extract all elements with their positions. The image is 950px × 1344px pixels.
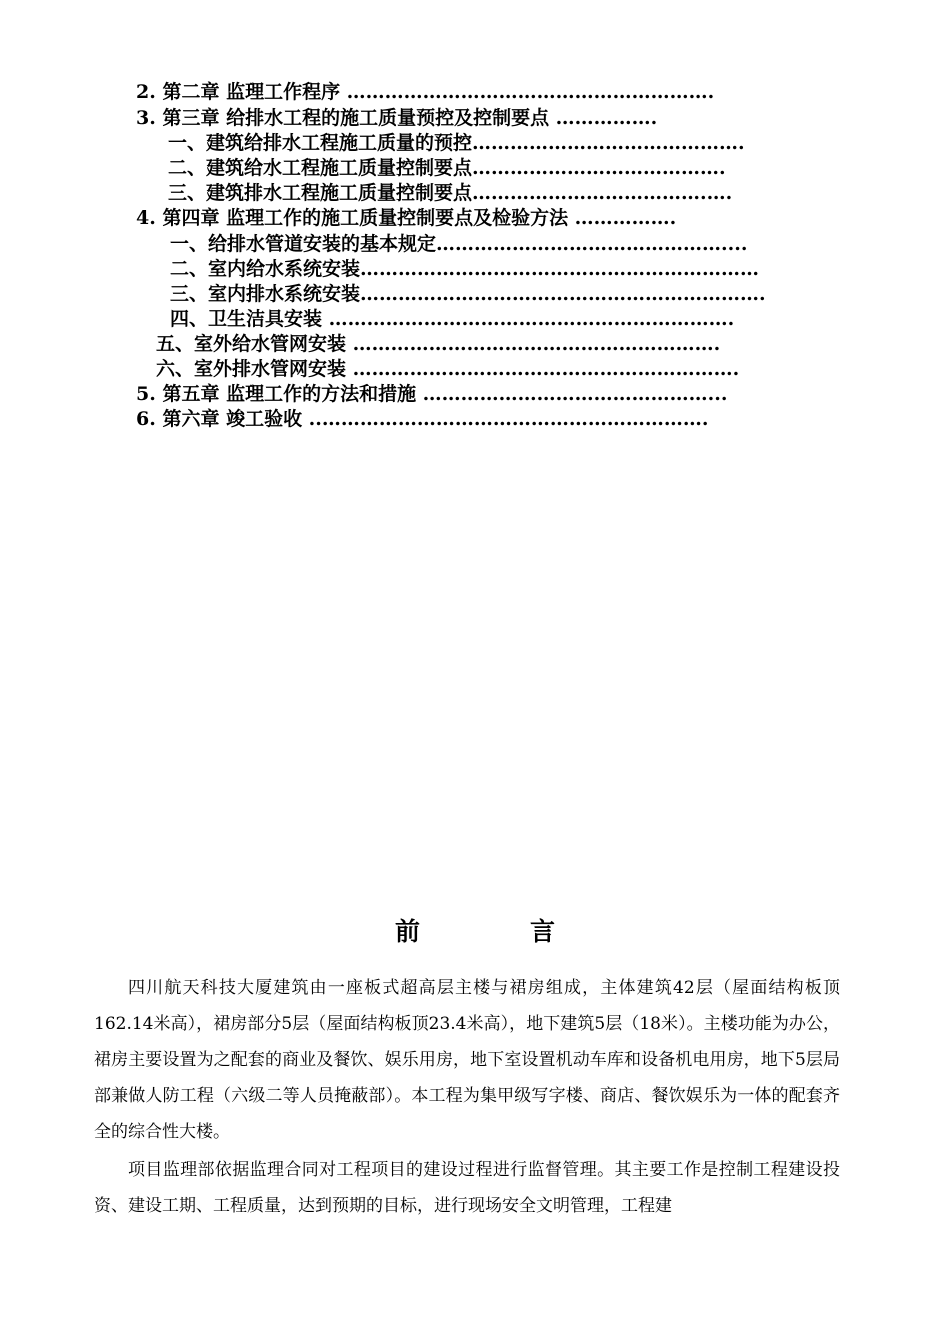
- toc-item-4-3: 三、室内排水系统安装……………………………………………………….: [170, 283, 766, 305]
- toc-item-chapter-4: 4. 第四章 监理工作的施工质量控制要点及检验方法 …………….: [136, 207, 677, 229]
- preface-paragraph-1: 四川航天科技大厦建筑由一座板式超高层主楼与裙房组成，主体建筑42层（屋面结构板顶162.14米高），裙房部分5层（屋面结构板顶23.4米高），地下建筑5层（18米）。主楼功能为办公，裙房主要设置为之配套的商业及餐饮、娱乐用房，地下室设置机动车库和设备机电用房，地下5层局部兼做人防工程（六级二等人员掩蔽部）。本工程为集甲级写字楼、商店、餐饮娱乐为一体的配套齐全的综合性大楼。: [94, 978, 840, 1142]
- toc-item-4-1: 一、给排水管道安装的基本规定………………………………………....: [170, 233, 748, 255]
- toc-item-chapter-2: 2. 第二章 监理工作程序 ………………………………………………….: [136, 81, 715, 103]
- preface-title: [0, 912, 950, 948]
- toc-item-4-2: 二、室内给水系统安装………………………………………………………: [170, 258, 760, 280]
- toc-item-chapter-3: 3. 第三章 给排水工程的施工质量预控及控制要点 …………….: [136, 107, 658, 129]
- toc-item-chapter-6: 6. 第六章 竣工验收 ..…………………………………………………….: [136, 408, 709, 430]
- toc-item-4-6: 六、室外排水管网安装 …………………………………………………….: [156, 358, 740, 380]
- toc-item-4-5: 五、室外给水管网安装 ………………………………………………….: [156, 333, 721, 355]
- toc-item-chapter-5: 5. 第五章 监理工作的方法和措施 ………………………………………...: [136, 383, 728, 405]
- preface-title-left: 前: [394, 917, 420, 946]
- preface-title-right: 言: [530, 917, 556, 946]
- toc-item-3-2: 二、建筑给水工程施工质量控制要点………………………………….: [168, 157, 726, 179]
- toc-item-3-3: 三、建筑排水工程施工质量控制要点……………………………….….: [168, 182, 733, 204]
- preface-paragraph-2: 项目监理部依据监理合同对工程项目的建设过程进行监督管理。其主要工作是控制工程建设投资、建设工期、工程质量，达到预期的目标，进行现场安全文明管理，工程建: [94, 1160, 840, 1216]
- toc-item-4-4: 四、卫生洁具安装 ……………………………………………………….: [170, 308, 735, 330]
- toc-item-3-1: 一、建筑给排水工程施工质量的预控…………………………………….: [168, 132, 745, 154]
